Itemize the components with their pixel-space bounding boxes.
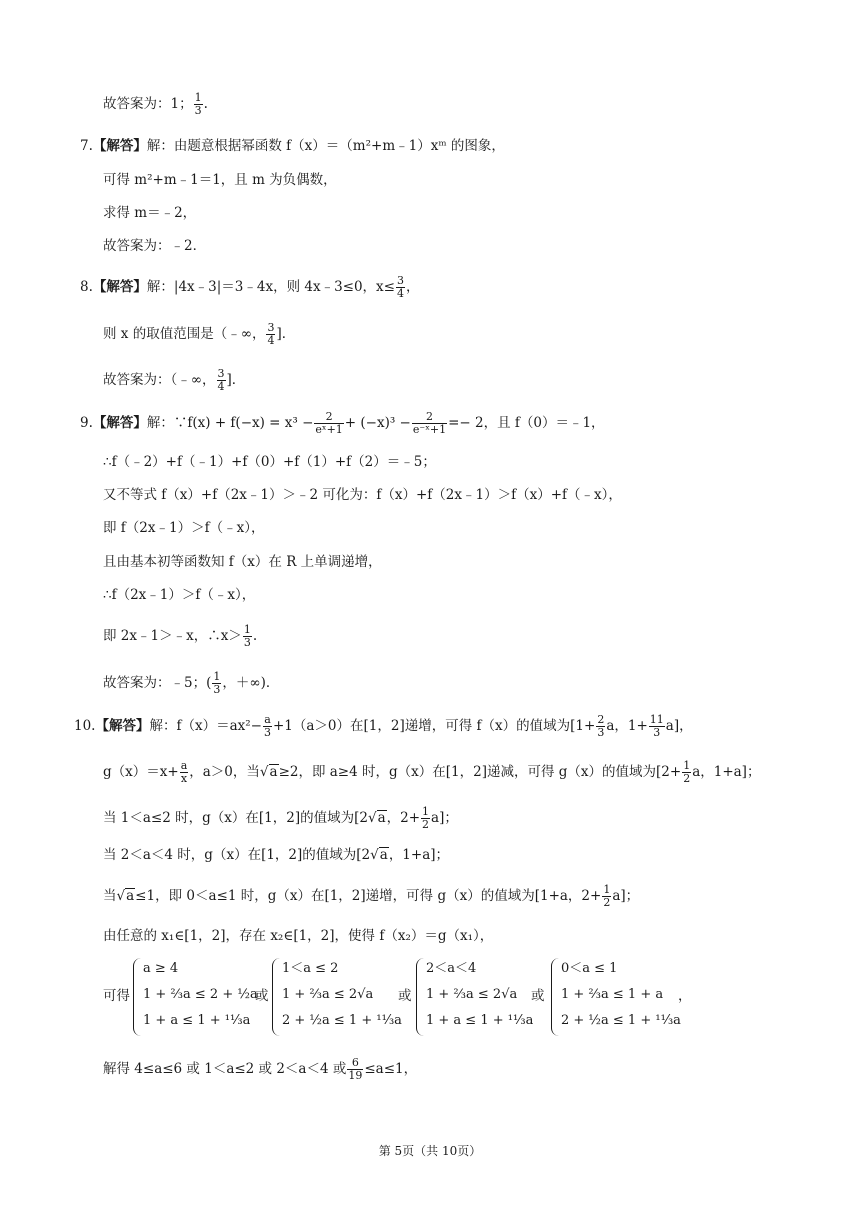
q10-text: g（x）＝x+ bbox=[103, 764, 179, 780]
q10-text: ，2+ bbox=[386, 810, 421, 826]
q10-line1 bbox=[74, 714, 693, 739]
q10-text: 解得 4≤a≤6 或 1＜a≤2 或 2＜a＜4 或 bbox=[103, 1061, 347, 1077]
numerator: 1 bbox=[243, 623, 251, 636]
q9-text: ，＋∞)． bbox=[222, 675, 280, 691]
numerator: 2 bbox=[597, 713, 605, 726]
or-text: 或 bbox=[398, 988, 412, 1004]
system-row: 0＜a ≤ 1 bbox=[561, 961, 618, 976]
q10-text: ，1+a]； bbox=[388, 847, 450, 863]
numerator: 1 bbox=[683, 759, 691, 772]
numerator: 3 bbox=[396, 274, 404, 287]
or-text: 或 bbox=[531, 988, 545, 1004]
q10-text: 当 2＜a＜4 时，g（x）在[1，2]的值域为[2 bbox=[103, 847, 371, 863]
denominator: 2 bbox=[683, 772, 691, 785]
sqrt-a: a bbox=[379, 847, 388, 863]
system-row: 1 + ⅔a ≤ 2 + ½a bbox=[143, 987, 258, 1002]
system-row: 1 + a ≤ 1 + ¹¹⁄₃a bbox=[143, 1013, 251, 1028]
q7-text: 解：由题意根据幂函数 f（x）＝（m²+m﹣1）xᵐ 的图象， bbox=[146, 138, 505, 154]
q10-text: a]， bbox=[665, 718, 693, 734]
denominator: 3 bbox=[597, 726, 605, 739]
denominator: eˣ+1 bbox=[315, 423, 343, 436]
q10-line2: g（x）＝x+ $\frac{a}{x}$ ，a＞0，当√a≥2，即 a≥4 时，g（x）在[1，2]递减，可得 g（x）的值域为[2+ $\frac{1}{2}$ a，1+a]； bbox=[103, 759, 761, 785]
answer-tag: 【解答】 bbox=[92, 415, 147, 431]
system-4 bbox=[561, 956, 681, 1034]
fraction bbox=[266, 322, 275, 347]
denominator: 4 bbox=[396, 287, 404, 300]
q9-line3: 又不等式 f（x）+f（2x﹣1）＞﹣2 可化为：f（x）+f（2x﹣1）＞f（x）+f（﹣x）， bbox=[103, 487, 622, 503]
q9-text: + (−x)³ − bbox=[344, 415, 411, 431]
q8-text: ]． bbox=[276, 326, 296, 342]
q8-text: 解：|4x﹣3|＝3﹣4x，则 4x﹣3≤0，x≤ bbox=[146, 279, 395, 295]
q10-line3: 当 1＜a≤2 时，g（x）在[1，2]的值域为[2√a，2+ $\frac{1}{2}$ a]； bbox=[103, 805, 458, 831]
denominator: 2 bbox=[603, 896, 611, 909]
q9-line1 bbox=[80, 411, 605, 436]
q8-text: 则 x 的取值范围是（﹣∞， bbox=[103, 326, 266, 342]
fraction bbox=[217, 368, 226, 393]
denominator: 3 bbox=[243, 636, 251, 649]
denominator: x bbox=[180, 772, 188, 785]
q9-line7: 即 2x﹣1＞﹣x，∴x＞ $\frac{1}{3}$ . bbox=[103, 623, 258, 649]
fraction bbox=[212, 671, 221, 696]
denominator: 4 bbox=[267, 334, 275, 347]
q10-text: ≥2，即 a≥4 时，g（x）在[1，2]递减，可得 g（x）的值域为[2+ bbox=[278, 764, 682, 780]
q10-line5: 当√a≤1，即 0＜a≤1 时，g（x）在[1，2]递增，可得 g（x）的值域为[1+a，2+ $\frac{1}{2}$ a]； bbox=[103, 883, 640, 909]
page-footer: 第 5页（共 10页） bbox=[378, 1144, 482, 1158]
fraction bbox=[347, 1057, 363, 1082]
numerator: 1 bbox=[213, 670, 221, 683]
q10-text: 当 1＜a≤2 时，g（x）在[1，2]的值域为[2 bbox=[103, 810, 368, 826]
q10-text: ≤1，即 0＜a≤1 时，g（x）在[1，2]递增，可得 g（x）的值域为[1+a，2+ bbox=[135, 888, 602, 904]
system-row: 2 + ½a ≤ 1 + ¹¹⁄₃a bbox=[282, 1013, 402, 1028]
fraction bbox=[243, 624, 252, 649]
fraction bbox=[602, 884, 611, 909]
system-brace-3 bbox=[416, 958, 425, 1036]
fraction bbox=[194, 92, 203, 117]
q9-line4: 即 f（2x﹣1）＞f（﹣x）， bbox=[103, 520, 265, 536]
q7-line3: 求得 m＝﹣2， bbox=[103, 205, 197, 221]
q9-text: =− 2，且 f（0）＝﹣1， bbox=[448, 415, 605, 431]
q9-line6: ∴f（2x﹣1）＞f（﹣x）， bbox=[103, 587, 256, 603]
q9-text: 解：∵f(x) + f(−x) = x³ − bbox=[146, 415, 314, 431]
question-number: 9. bbox=[80, 415, 93, 431]
numerator: 11 bbox=[649, 713, 664, 726]
sqrt-a: a bbox=[377, 810, 386, 826]
q9-line2: ∴f（﹣2）+f（﹣1）+f（0）+f（1）+f（2）＝﹣5； bbox=[103, 454, 436, 470]
q10-line7-label: 可得 bbox=[103, 988, 130, 1004]
question-number: 10. bbox=[74, 718, 96, 734]
q8-text: 故答案为：（﹣∞， bbox=[103, 372, 216, 388]
q10-line8 bbox=[103, 1057, 417, 1082]
fraction bbox=[396, 275, 405, 300]
answer-text: 故答案为：1； bbox=[103, 96, 193, 112]
system-3 bbox=[426, 956, 533, 1034]
q7-line2: 可得 m²+m﹣1＝1，且 m 为负偶数， bbox=[103, 172, 337, 188]
denominator: e⁻ˣ+1 bbox=[412, 423, 447, 436]
system-row: a ≥ 4 bbox=[143, 961, 179, 976]
q7-line1 bbox=[80, 136, 505, 156]
fraction bbox=[421, 806, 430, 831]
fraction bbox=[596, 714, 605, 739]
numerator: 2 bbox=[412, 411, 447, 424]
numerator: 6 bbox=[347, 1057, 363, 1070]
q10-text: a，1+a]； bbox=[692, 764, 761, 780]
denominator: 19 bbox=[348, 1069, 363, 1082]
system-row: 1 + ⅔a ≤ 1 + a bbox=[561, 987, 664, 1002]
q10-text: ，a＞0，当 bbox=[189, 764, 260, 780]
comma-text: ， bbox=[678, 988, 692, 1004]
q10-text: +1（a＞0）在[1，2]递增，可得 f（x）的值域为[1+ bbox=[272, 718, 596, 734]
q8-line1: 8.【解答】解：|4x﹣3|＝3﹣4x，则 4x﹣3≤0，x≤ $\frac{3}{4}$ ， bbox=[80, 274, 420, 300]
fraction bbox=[180, 760, 189, 785]
q9-line8 bbox=[103, 671, 279, 696]
q9-text: 即 2x﹣1＞﹣x，∴x＞ bbox=[103, 628, 242, 644]
answer-tag: 【解答】 bbox=[95, 718, 150, 734]
system-2 bbox=[282, 956, 402, 1034]
denominator: 3 bbox=[213, 683, 221, 696]
question-number: 8. bbox=[80, 279, 93, 295]
fraction bbox=[263, 714, 272, 739]
or-text: 或 bbox=[255, 988, 269, 1004]
fraction bbox=[412, 411, 447, 436]
q10-line6: 由任意的 x₁∈[1，2]，存在 x₂∈[1，2]，使得 f（x₂）＝g（x₁）， bbox=[103, 928, 494, 944]
q7-line4: 故答案为：﹣2． bbox=[103, 238, 207, 254]
q8-line2 bbox=[103, 322, 295, 347]
numerator: a bbox=[180, 759, 188, 772]
answer-line-q6: 故答案为：1； $\frac{1}{3}$ . bbox=[103, 91, 208, 117]
system-brace-4 bbox=[551, 958, 560, 1036]
numerator: 3 bbox=[267, 321, 275, 334]
fraction bbox=[682, 760, 691, 785]
numerator: 1 bbox=[194, 91, 202, 104]
denominator: 3 bbox=[194, 104, 202, 117]
system-brace-1 bbox=[133, 958, 142, 1036]
q10-text: 解：f（x）＝ax²− bbox=[149, 718, 262, 734]
sqrt-a: a bbox=[126, 888, 135, 904]
system-row: 1 + ⅔a ≤ 2√a bbox=[426, 987, 518, 1002]
system-row: 2＜a＜4 bbox=[426, 961, 477, 976]
denominator: 4 bbox=[217, 380, 225, 393]
sqrt-a: a bbox=[269, 764, 278, 780]
q10-text: a]； bbox=[431, 810, 458, 826]
fraction bbox=[314, 411, 343, 436]
question-number: 7. bbox=[80, 138, 93, 154]
system-row: 1＜a ≤ 2 bbox=[282, 961, 339, 976]
numerator: a bbox=[264, 713, 271, 726]
answer-tag: 【解答】 bbox=[92, 138, 147, 154]
q8-line3 bbox=[103, 368, 245, 393]
q8-text: ]． bbox=[226, 372, 246, 388]
system-row: 1 + ⅔a ≤ 2√a bbox=[282, 987, 374, 1002]
numerator: 1 bbox=[603, 883, 611, 896]
fraction bbox=[649, 714, 665, 739]
numerator: 2 bbox=[314, 411, 343, 424]
system-row: 2 + ½a ≤ 1 + ¹¹⁄₃a bbox=[561, 1013, 681, 1028]
q10-text: a]； bbox=[612, 888, 640, 904]
system-brace-2 bbox=[272, 958, 281, 1036]
system-row: 1 + a ≤ 1 + ¹¹⁄₃a bbox=[426, 1013, 534, 1028]
q10-text: a，1+ bbox=[606, 718, 648, 734]
q10-line4: 当 2＜a＜4 时，g（x）在[1，2]的值域为[2√a，1+a]； bbox=[103, 847, 450, 863]
q10-text: ≤a≤1， bbox=[364, 1061, 418, 1077]
numerator: 1 bbox=[422, 805, 430, 818]
answer-tag: 【解答】 bbox=[92, 279, 147, 295]
system-1 bbox=[143, 956, 258, 1034]
denominator: 3 bbox=[263, 726, 271, 739]
denominator: 2 bbox=[422, 818, 430, 831]
denominator: 3 bbox=[653, 726, 661, 739]
numerator: 3 bbox=[217, 367, 225, 380]
q10-text: 当 bbox=[103, 888, 117, 904]
q9-text: 故答案为：﹣5；( bbox=[103, 675, 212, 691]
q9-line5: 且由基本初等函数知 f（x）在 R 上单调递增， bbox=[103, 554, 382, 570]
